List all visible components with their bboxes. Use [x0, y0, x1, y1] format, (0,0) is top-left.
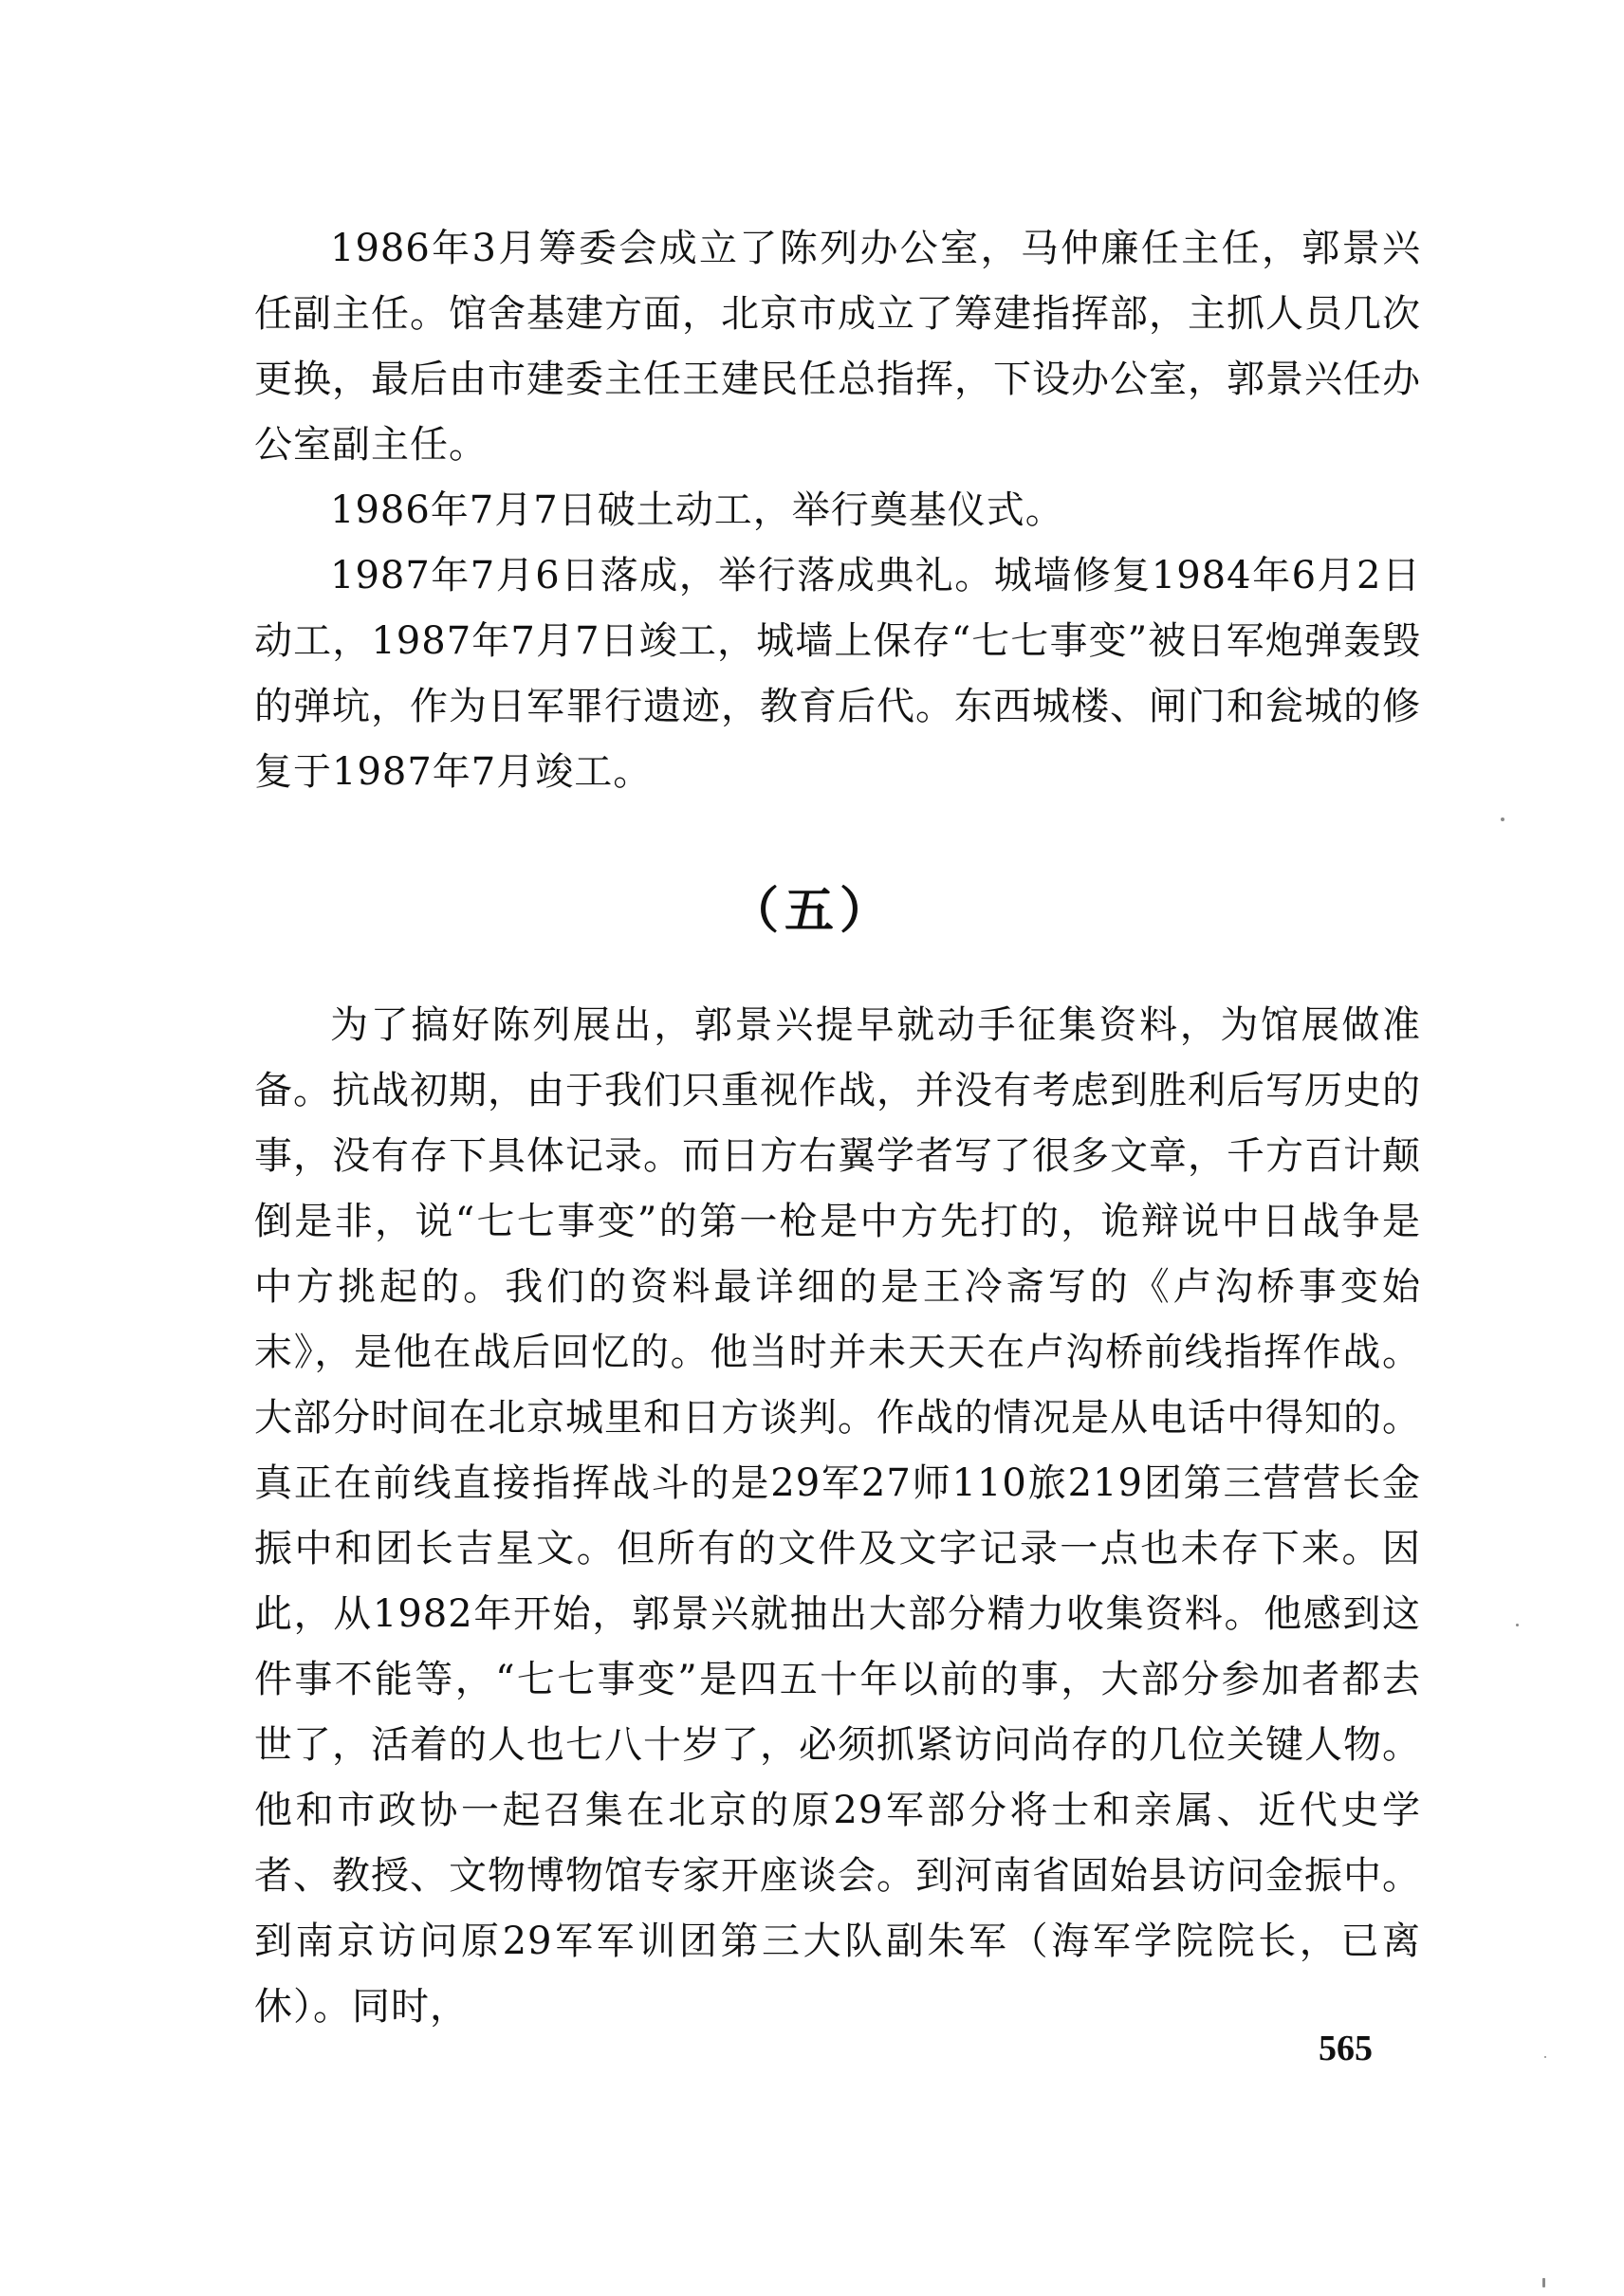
paragraph: 1987年7月6日落成，举行落成典礼。城墙修复1984年6月2日动工，1987年7月7日竣工，城墙上保存“七七事变”被日军炮弹轰毁的弹坑，作为日军罪行遗迹，教育后代。东西城楼、闸门和瓮城的修复于1987年7月竣工。 — [254, 554, 1421, 794]
page-number: 565 — [1319, 2029, 1373, 2068]
scan-speck — [1501, 817, 1504, 821]
section-heading: （五） — [729, 883, 895, 940]
paragraph: 1986年7月7日破土动工，举行奠基仪式。 — [330, 488, 1064, 532]
text-block-top — [254, 216, 1421, 805]
scan-speck — [1544, 2056, 1546, 2058]
paragraph: 为了搞好陈列展出，郭景兴提早就动手征集资料，为馆展做准备。抗战初期，由于我们只重视作战，并没有考虑到胜利后写历史的事，没有存下具体记录。而日方右翼学者写了很多文章，千方百计颠倒是非，说“七七事变”的第一枪是中方先打的，诡辩说中日战争是中方挑起的。我们的资料最详细的是王冷斋写的《卢沟桥事变始末》，是他在战后回忆的。他当时并未天天在卢沟桥前线指挥作战。大部分时间在北京城里和日方谈判。作战的情况是从电话中得知的。真正在前线直接指挥战斗的是29军27师110旅219团第三营营长金振中和团长吉星文。但所有的文件及文字记录一点也未存下来。因此，从1982年开始，郭景兴就抽出大部分精力收集资料。他感到这件事不能等，“七七事变”是四五十年以前的事，大部分参加者都去世了，活着的人也七八十岁了，必须抓紧访问尚存的几位关键人物。他和市政协一起召集在北京的原29军部分将士和亲属、近代史学者、教授、文物博物馆专家开座谈会。到河南省固始县访问金振中。到南京访问原29军军训团第三大队副朱军（海军学院院长，已离休）。同时， — [254, 1003, 1421, 2029]
text-block-bottom — [254, 993, 1421, 2040]
paragraph: 1986年3月筹委会成立了陈列办公室，马仲廉任主任，郭景兴任副主任。馆舍基建方面，北京市成立了筹建指挥部，主抓人员几次更换，最后由市建委主任王建民任总指挥，下设办公室，郭景兴任办公室副主任。 — [254, 227, 1421, 467]
scan-speck — [1542, 2278, 1545, 2287]
scan-speck — [1516, 1624, 1519, 1626]
